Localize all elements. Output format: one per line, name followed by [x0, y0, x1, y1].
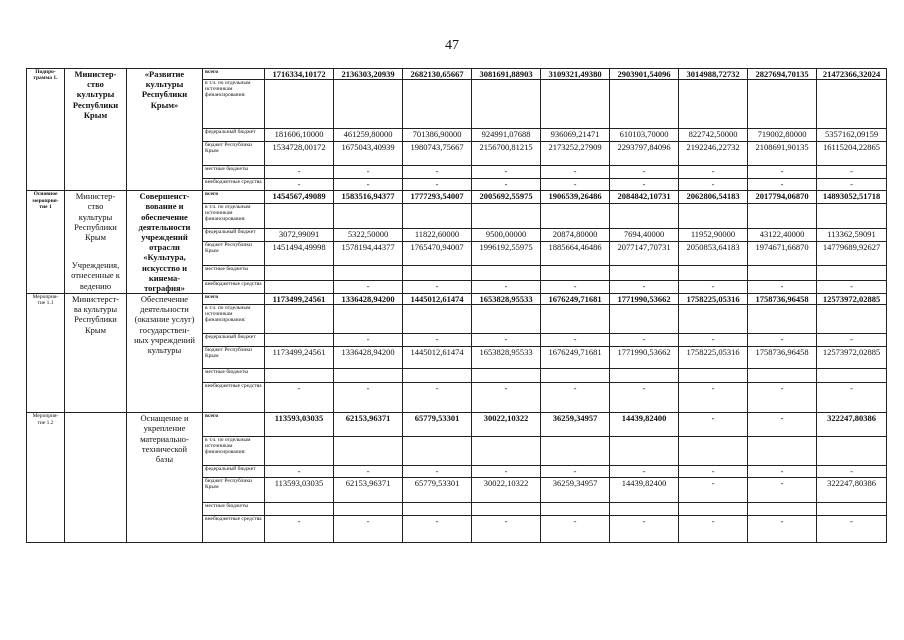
amount-cell: -	[472, 280, 541, 293]
amount-cell	[403, 437, 472, 466]
amount-cell	[817, 369, 887, 383]
amount-cell	[334, 503, 403, 516]
amount-cell: -	[265, 179, 334, 191]
amount-cell: -	[472, 179, 541, 191]
amount-cell: -	[541, 383, 610, 413]
funding-source: всего	[203, 294, 265, 305]
table-row	[27, 294, 887, 305]
amount-cell	[334, 305, 403, 334]
amount-cell	[403, 80, 472, 129]
amount-cell: 16115204,22865	[817, 142, 887, 166]
amount-cell	[610, 305, 679, 334]
amount-cell: 2156700,81215	[472, 142, 541, 166]
amount-cell	[679, 305, 748, 334]
funding-source: внебюджетные средства	[203, 516, 265, 543]
amount-cell: -	[817, 280, 887, 293]
amount-cell	[610, 437, 679, 466]
amount-cell	[817, 503, 887, 516]
amount-cell	[265, 503, 334, 516]
amount-cell	[679, 503, 748, 516]
funding-source: бюджет Республики Крым	[203, 478, 265, 503]
amount-cell: -	[817, 466, 887, 478]
amount-cell: -	[610, 280, 679, 293]
amount-cell: 36259,34957	[541, 478, 610, 503]
amount-cell: -	[679, 478, 748, 503]
amount-cell: -	[265, 466, 334, 478]
program-name: Обеспечение деятельности (оказание услуг) государствен- ных учреждений культуры	[127, 294, 203, 413]
section-code: Мероприя- тие 1.2	[27, 413, 65, 543]
amount-cell: -	[541, 179, 610, 191]
amount-cell: -	[817, 166, 887, 179]
amount-cell: -	[748, 383, 817, 413]
amount-cell	[472, 203, 541, 228]
amount-cell: 5322,50000	[334, 228, 403, 241]
responsible-executor	[65, 294, 127, 413]
amount-cell	[472, 437, 541, 466]
section-code: Подпро- грамма 1.	[27, 69, 65, 191]
amount-cell: 1758225,05316	[679, 347, 748, 369]
amount-cell: 3081691,88903	[472, 69, 541, 80]
amount-cell: 1445012,61474	[403, 294, 472, 305]
amount-cell	[541, 369, 610, 383]
amount-cell	[610, 203, 679, 228]
funding-source: внебюджетные средства	[203, 383, 265, 413]
amount-cell: 181606,10000	[265, 129, 334, 142]
amount-cell: 11952,90000	[679, 228, 748, 241]
amount-cell: 3072,99091	[265, 228, 334, 241]
amount-cell: 2827694,70135	[748, 69, 817, 80]
amount-cell: 11822,60000	[403, 228, 472, 241]
amount-cell: -	[403, 179, 472, 191]
amount-cell: 65779,53301	[403, 413, 472, 437]
amount-cell: -	[610, 334, 679, 347]
funding-source: местные бюджеты	[203, 369, 265, 383]
responsible-text: Учреждения, отнесенные к ведению	[71, 260, 120, 291]
responsible-text: Министер- ство культуры Республики Крым	[74, 191, 117, 242]
amount-cell	[265, 305, 334, 334]
amount-cell	[265, 80, 334, 129]
amount-cell: 322247,80386	[817, 478, 887, 503]
amount-cell: 14439,82400	[610, 413, 679, 437]
page-number: 47	[445, 38, 459, 53]
funding-source: в т.ч. по отдельным источникам финансирования:	[203, 203, 265, 228]
amount-cell: -	[265, 166, 334, 179]
funding-source: федеральный бюджет	[203, 129, 265, 142]
amount-cell: 1534728,00172	[265, 142, 334, 166]
amount-cell: 36259,34957	[541, 413, 610, 437]
amount-cell: 12573972,02885	[817, 294, 887, 305]
amount-cell: 3109321,49380	[541, 69, 610, 80]
amount-cell	[541, 266, 610, 280]
amount-cell: 1765470,94007	[403, 242, 472, 266]
amount-cell	[403, 369, 472, 383]
funding-source: местные бюджеты	[203, 503, 265, 516]
amount-cell	[679, 266, 748, 280]
amount-cell: 1676249,71681	[541, 294, 610, 305]
amount-cell: -	[679, 516, 748, 543]
amount-cell: 113593,03035	[265, 413, 334, 437]
budget-table-body	[27, 69, 887, 543]
amount-cell: -	[748, 478, 817, 503]
amount-cell: -	[679, 413, 748, 437]
amount-cell: 1336428,94200	[334, 347, 403, 369]
amount-cell	[679, 437, 748, 466]
amount-cell: 1906539,26486	[541, 191, 610, 203]
amount-cell: 2192246,22732	[679, 142, 748, 166]
funding-source: всего	[203, 69, 265, 80]
amount-cell	[541, 503, 610, 516]
amount-cell: 936069,21471	[541, 129, 610, 142]
amount-cell	[265, 203, 334, 228]
amount-cell: 1445012,61474	[403, 347, 472, 369]
amount-cell: 1777293,54007	[403, 191, 472, 203]
amount-cell: -	[403, 516, 472, 543]
amount-cell: 719002,80000	[748, 129, 817, 142]
amount-cell	[541, 80, 610, 129]
amount-cell: 1578194,44377	[334, 242, 403, 266]
funding-source: в т.ч. по отдельным источникам финансирования:	[203, 305, 265, 334]
amount-cell: 1676249,71681	[541, 347, 610, 369]
amount-cell: -	[472, 466, 541, 478]
amount-cell: 30022,10322	[472, 478, 541, 503]
amount-cell	[265, 266, 334, 280]
amount-cell: -	[541, 466, 610, 478]
funding-source: местные бюджеты	[203, 166, 265, 179]
amount-cell	[679, 369, 748, 383]
amount-cell	[265, 437, 334, 466]
funding-source: внебюджетные средства	[203, 179, 265, 191]
amount-cell: 1980743,75667	[403, 142, 472, 166]
amount-cell: -	[403, 280, 472, 293]
amount-cell: 14779689,92627	[817, 242, 887, 266]
amount-cell: -	[748, 166, 817, 179]
funding-source: всего	[203, 413, 265, 437]
amount-cell: 2293797,84096	[610, 142, 679, 166]
amount-cell: 1173499,24561	[265, 347, 334, 369]
table-row	[27, 69, 887, 80]
responsible-text: Министер- ство культуры Республики Крым	[72, 69, 119, 120]
amount-cell: 2062806,54183	[679, 191, 748, 203]
amount-cell	[472, 305, 541, 334]
amount-cell: -	[472, 383, 541, 413]
amount-cell: -	[403, 383, 472, 413]
amount-cell	[403, 305, 472, 334]
amount-cell	[403, 503, 472, 516]
amount-cell	[472, 503, 541, 516]
amount-cell: -	[334, 383, 403, 413]
amount-cell: -	[610, 466, 679, 478]
amount-cell: 1675043,40939	[334, 142, 403, 166]
funding-source: федеральный бюджет	[203, 334, 265, 347]
amount-cell: 701386,90000	[403, 129, 472, 142]
amount-cell	[679, 80, 748, 129]
amount-cell: 113362,59091	[817, 228, 887, 241]
amount-cell: -	[403, 166, 472, 179]
amount-cell	[817, 203, 887, 228]
amount-cell: 1336428,94200	[334, 294, 403, 305]
amount-cell: 322247,80386	[817, 413, 887, 437]
amount-cell: 14439,82400	[610, 478, 679, 503]
table-row	[27, 413, 887, 437]
amount-cell: 2173252,27909	[541, 142, 610, 166]
funding-source: федеральный бюджет	[203, 466, 265, 478]
amount-cell: -	[334, 280, 403, 293]
amount-cell	[748, 305, 817, 334]
amount-cell	[679, 203, 748, 228]
amount-cell: -	[541, 166, 610, 179]
funding-source: бюджет Республики Крым	[203, 347, 265, 369]
amount-cell: 924991,07688	[472, 129, 541, 142]
funding-source: внебюджетные средства	[203, 280, 265, 293]
amount-cell	[403, 266, 472, 280]
program-name: Оснащение и укрепление материально- технической базы	[127, 413, 203, 543]
amount-cell	[403, 203, 472, 228]
amount-cell: -	[817, 383, 887, 413]
amount-cell: -	[334, 516, 403, 543]
amount-cell: 1996192,55975	[472, 242, 541, 266]
amount-cell: -	[817, 179, 887, 191]
amount-cell	[265, 369, 334, 383]
amount-cell: 1583516,94377	[334, 191, 403, 203]
responsible-executor	[65, 413, 127, 543]
amount-cell: -	[403, 334, 472, 347]
amount-cell: -	[679, 466, 748, 478]
amount-cell: 1758225,05316	[679, 294, 748, 305]
program-name: Совершенст- вование и обеспечение деятельности учреждений отрасли «Культура, искусство и кинема- тография»	[127, 191, 203, 294]
budget-table	[26, 68, 887, 543]
responsible-executor	[65, 191, 127, 294]
amount-cell: -	[748, 334, 817, 347]
funding-source: всего	[203, 191, 265, 203]
amount-cell: -	[403, 466, 472, 478]
amount-cell	[817, 80, 887, 129]
amount-cell: 2136303,20939	[334, 69, 403, 80]
amount-cell: 62153,96371	[334, 413, 403, 437]
amount-cell: -	[472, 166, 541, 179]
responsible-text: Министерст- ва культуры Республики Крым	[71, 294, 120, 335]
amount-cell	[334, 203, 403, 228]
amount-cell: -	[541, 516, 610, 543]
amount-cell: 113593,03035	[265, 478, 334, 503]
amount-cell: 2108691,90135	[748, 142, 817, 166]
amount-cell	[610, 369, 679, 383]
amount-cell: 1454567,49089	[265, 191, 334, 203]
amount-cell: 14893052,51718	[817, 191, 887, 203]
amount-cell	[472, 369, 541, 383]
section-code: Основное мероприя- тие 1	[27, 191, 65, 294]
amount-cell: 2903901,54096	[610, 69, 679, 80]
amount-cell	[541, 203, 610, 228]
amount-cell: 2084842,10731	[610, 191, 679, 203]
amount-cell	[610, 266, 679, 280]
amount-cell: -	[541, 280, 610, 293]
amount-cell	[748, 437, 817, 466]
funding-source: местные бюджеты	[203, 266, 265, 280]
amount-cell	[748, 80, 817, 129]
amount-cell: 43122,40000	[748, 228, 817, 241]
amount-cell: 610103,70000	[610, 129, 679, 142]
amount-cell: -	[610, 166, 679, 179]
amount-cell: -	[334, 334, 403, 347]
amount-cell	[334, 80, 403, 129]
amount-cell	[541, 437, 610, 466]
amount-cell: -	[334, 166, 403, 179]
amount-cell: -	[541, 334, 610, 347]
amount-cell	[265, 334, 334, 347]
amount-cell	[817, 305, 887, 334]
amount-cell: 2017794,06870	[748, 191, 817, 203]
amount-cell: -	[679, 334, 748, 347]
amount-cell	[817, 437, 887, 466]
amount-cell: 1653828,95533	[472, 294, 541, 305]
amount-cell: 12573972,02885	[817, 347, 887, 369]
amount-cell: -	[472, 516, 541, 543]
amount-cell: -	[610, 383, 679, 413]
amount-cell: -	[817, 334, 887, 347]
amount-cell: 7694,40000	[610, 228, 679, 241]
amount-cell: -	[679, 166, 748, 179]
amount-cell	[472, 80, 541, 129]
amount-cell: -	[817, 516, 887, 543]
amount-cell: 1771990,53662	[610, 294, 679, 305]
amount-cell	[541, 305, 610, 334]
amount-cell: 822742,50000	[679, 129, 748, 142]
amount-cell: 2682130,65667	[403, 69, 472, 80]
amount-cell: 2077147,70731	[610, 242, 679, 266]
amount-cell: 30022,10322	[472, 413, 541, 437]
amount-cell: 20874,80000	[541, 228, 610, 241]
amount-cell	[748, 203, 817, 228]
amount-cell: -	[334, 466, 403, 478]
amount-cell: -	[472, 334, 541, 347]
amount-cell: 1716334,10172	[265, 69, 334, 80]
amount-cell: 9500,00000	[472, 228, 541, 241]
amount-cell	[334, 437, 403, 466]
amount-cell: 5357162,09159	[817, 129, 887, 142]
amount-cell: 65779,53301	[403, 478, 472, 503]
amount-cell: -	[748, 516, 817, 543]
amount-cell	[610, 503, 679, 516]
amount-cell: -	[748, 413, 817, 437]
amount-cell: 1451494,49998	[265, 242, 334, 266]
amount-cell: -	[610, 516, 679, 543]
funding-source: бюджет Республики Крым	[203, 242, 265, 266]
amount-cell: -	[334, 179, 403, 191]
funding-source: в т.ч. по отдельным источникам финансирования:	[203, 437, 265, 466]
amount-cell: 1771990,53662	[610, 347, 679, 369]
amount-cell	[265, 280, 334, 293]
amount-cell: 1885664,46486	[541, 242, 610, 266]
amount-cell: 1653828,95533	[472, 347, 541, 369]
table-row	[27, 191, 887, 203]
funding-source: федеральный бюджет	[203, 228, 265, 241]
amount-cell: 1974671,66870	[748, 242, 817, 266]
amount-cell: -	[679, 383, 748, 413]
amount-cell	[748, 266, 817, 280]
amount-cell: -	[679, 280, 748, 293]
amount-cell	[748, 503, 817, 516]
amount-cell: 2050853,64183	[679, 242, 748, 266]
amount-cell	[334, 369, 403, 383]
amount-cell: 2005692,55975	[472, 191, 541, 203]
amount-cell	[610, 80, 679, 129]
amount-cell: -	[265, 383, 334, 413]
amount-cell: -	[610, 179, 679, 191]
amount-cell: 1758736,96458	[748, 347, 817, 369]
amount-cell: 62153,96371	[334, 478, 403, 503]
amount-cell	[817, 266, 887, 280]
amount-cell: 21472366,32024	[817, 69, 887, 80]
amount-cell: -	[748, 179, 817, 191]
amount-cell	[334, 266, 403, 280]
funding-source: в т.ч. по отдельным источникам финансирования:	[203, 80, 265, 129]
amount-cell: -	[679, 179, 748, 191]
amount-cell: 461259,80000	[334, 129, 403, 142]
funding-source: бюджет Республики Крым	[203, 142, 265, 166]
amount-cell: 1173499,24561	[265, 294, 334, 305]
amount-cell	[472, 266, 541, 280]
program-name: «Развитие культуры Республики Крым»	[127, 69, 203, 191]
amount-cell: -	[265, 516, 334, 543]
amount-cell: -	[748, 280, 817, 293]
responsible-executor	[65, 69, 127, 191]
amount-cell	[748, 369, 817, 383]
amount-cell: 1758736,96458	[748, 294, 817, 305]
amount-cell: -	[748, 466, 817, 478]
section-code: Мероприя- тие 1.1	[27, 294, 65, 413]
amount-cell: 3014988,72732	[679, 69, 748, 80]
